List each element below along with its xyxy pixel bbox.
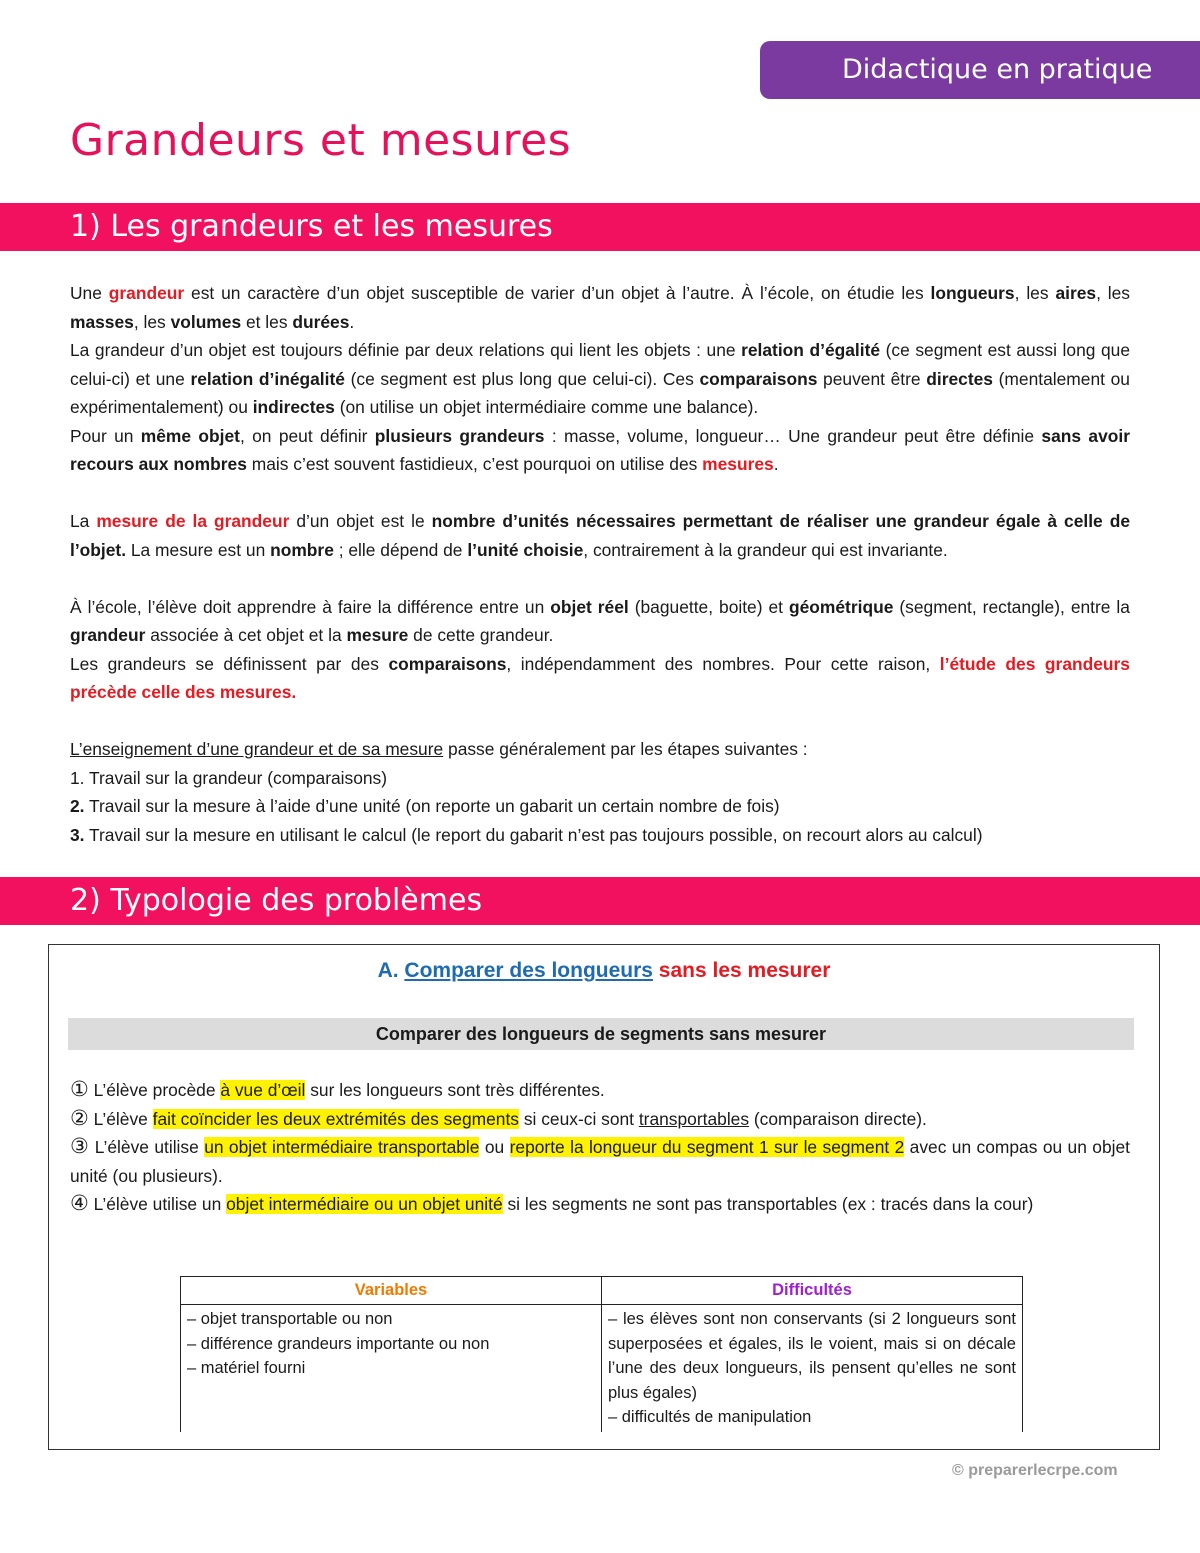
list-item: 2. Travail sur la mesure à l’aide d’une unité (on reporte un gabarit un certain nombre de fois) [70, 796, 780, 816]
paragraph: Pour un même objet, on peut définir plusieurs grandeurs : masse, volume, longueur… Une grandeur peut être définie sans avoir recours aux nombres mais c’est souvent fastidieux, c’est pourquoi on utilise des mesures. [70, 425, 1130, 474]
page-title: Grandeurs et mesures [70, 115, 572, 166]
section-1-heading: 1) Les grandeurs et les mesures [70, 209, 553, 244]
category-badge: Didactique en pratique [760, 41, 1200, 99]
strategy-list [70, 1076, 1130, 1219]
paragraph: La grandeur d’un objet est toujours définie par deux relations qui lient les objets : une relation d’égalité (ce segment est aussi long que celui-ci) et une relation d’inégalité (ce segment est plus long que celui-ci). Ces comparaisons peuvent être directes (mentalement ou expérimentalement) ou indirectes (on utilise un objet intermédiaire comme une balance). [70, 340, 1130, 417]
footer-credit: © preparerlecrpe.com [952, 1462, 1118, 1479]
circled-number: ④ [70, 1192, 89, 1215]
section-2-heading: 2) Typologie des problèmes [70, 883, 483, 918]
table-header-variables: Variables [181, 1277, 602, 1305]
circled-number: ③ [70, 1135, 90, 1158]
list-item: ② L’élève fait coïncider les deux extrémités des segments si ceux-ci sont transportables (comparaison directe). [70, 1106, 927, 1130]
paragraph: À l’école, l’élève doit apprendre à faire la différence entre un objet réel (baguette, boite) et géométrique (segment, rectangle), entre la grandeur associée à cet objet et la mesure de cette grandeur. [70, 596, 1130, 645]
list-item: 1. Travail sur la grandeur (comparaisons) [70, 767, 388, 788]
difficulties-cell: – les élèves sont non conservants (si 2 longueurs sont superposées et égales, ils le voient, mais si on décale l’une des deux longueurs, ils pensent qu’elles ne sont plus égales) – difficultés de manipulation [602, 1305, 1023, 1432]
paragraph: L’enseignement d’une grandeur et de sa mesure passe généralement par les étapes suivantes : [70, 739, 808, 759]
section-2-band [0, 877, 1200, 925]
list-item: 3. Travail sur la mesure en utilisant le calcul (le report du gabarit n’est pas toujours possible, on recourt alors au calcul) [70, 824, 983, 845]
circled-number: ② [70, 1106, 89, 1130]
list-item: ③ L’élève utilise un objet intermédiaire transportable ou reporte la longueur du segment 1 sur le segment 2 avec un compas ou un objet unité (ou plusieurs). [70, 1135, 1130, 1186]
problem-box [48, 944, 1160, 1450]
sub-heading: Comparer des longueurs de segments sans mesurer [68, 1018, 1134, 1050]
paragraph: La mesure de la grandeur d’un objet est le nombre d’unités nécessaires permettant de réaliser une grandeur égale à celle de l’objet. La mesure est un nombre ; elle dépend de l’unité choisie, contrairement à la grandeur qui est invariante. [70, 511, 1131, 560]
section-1-band [0, 203, 1200, 251]
circled-number: ① [70, 1078, 89, 1101]
paragraph: Les grandeurs se définissent par des comparaisons, indépendamment des nombres. Pour cette raison, l’étude des grandeurs précède celle des mesures. [70, 653, 1130, 702]
list-item: ④ L’élève utilise un objet intermédiaire ou un objet unité si les segments ne sont pas transportables (ex : tracés dans la cour) [70, 1192, 1034, 1215]
list-item: ① L’élève procède à vue d’œil sur les longueurs sont très différentes. [70, 1078, 605, 1101]
variables-cell: – objet transportable ou non – différence grandeurs importante ou non – matériel fourni [181, 1305, 602, 1432]
variables-table [180, 1276, 1023, 1432]
section-1-body [70, 279, 1130, 849]
table-header-difficulties: Difficultés [602, 1277, 1023, 1305]
paragraph: Une grandeur est un caractère d’un objet susceptible de varier d’un objet à l’autre. À l’école, on étudie les longueurs, les aires, les masses, les volumes et les durées. [70, 283, 1131, 332]
box-title: A. Comparer des longueurs sans les mesurer [377, 959, 831, 982]
